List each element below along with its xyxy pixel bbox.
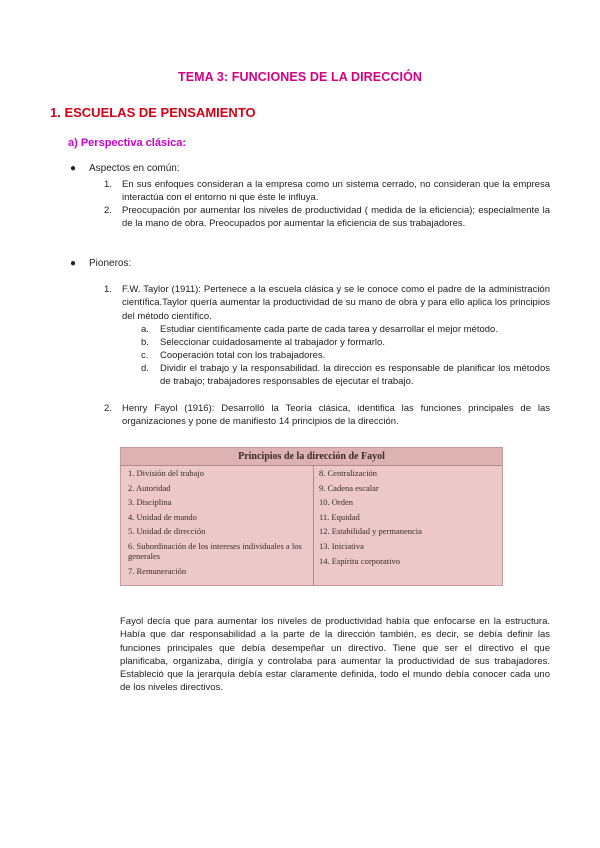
table-cell: 13. Iniciativa [319,540,364,551]
table-cell: 1. División del trabajo [128,468,205,478]
bullet-label-pioneros: Pioneros: [89,258,132,269]
table-column-divider [313,465,314,585]
table-cell: 4. Unidad de mando [128,511,197,522]
page-title: TEMA 3: FUNCIONES DE LA DIRECCIÓN [177,70,423,84]
sub-item-text: Dividir el trabajo y la responsabilidad. la dirección es responsable de planificar los métodos de trabajo; trabajadores responsables de ejecutar el trabajo. [160,363,550,388]
list-number: 1. [104,284,112,295]
table-cell: 11. Equidad [319,511,360,522]
table-column-left [128,468,310,581]
table-cell: 6. Subordinación de los intereses individuales a los generales [128,540,302,562]
list-number: 2. [104,205,112,216]
list-text: Preocupación por aumentar los niveles de productividad ( medida de la eficiencia); especialmente la de la mano de obra. Preocupados por aumentar la eficiencia de sus trabajadores. [122,205,550,230]
table-cell: 12. Estabilidad y permanencia [319,526,422,537]
sub-item-text: Cooperación total con los trabajadores. [160,350,326,361]
sub-item-letter: c. [141,350,149,361]
list-text: En sus enfoques consideran a la empresa como un sistema cerrado, no consideran que la empresa interactúa con el entorno ni que éste le influya. [122,179,550,204]
closing-paragraph: Fayol decía que para aumentar los niveles de productividad había que enfocarse en la estructura. Había que dar responsabilidad a la parte de la dirección también, es decir, se debía definir las funciones principales que debía desempeñar un directivo. Tiene que ser el directivo el que planificaba, organizaba, dirigía y controlaba para aumentar la productividad de sus trabajadores. Estableció que la jerarquía debía estar claramente definida, todo el mundo debía conocer cada uno de los niveles directivos. [120,616,550,694]
list-number: 2. [104,403,112,414]
sub-item-letter: d. [141,363,149,374]
bullet-dot: ● [70,163,77,174]
table-cell: 7. Remuneración [128,565,187,576]
table-cell: 8. Centralización [319,468,378,478]
subsection-title: a) Perspectiva clásica: [68,137,187,149]
sub-item-letter: b. [141,337,149,348]
sub-item-text: Seleccionar cuidadosamente al trabajador y formarlo. [160,337,385,348]
table-cell: 2. Autoridad [128,482,171,493]
bullet-dot: ● [70,258,77,269]
table-header: Principios de la dirección de Fayol [121,448,502,466]
table-cell: 5. Unidad de dirección [128,526,206,537]
table-cell: 10. Orden [319,497,353,508]
list-text: Henry Fayol (1916): Desarrolló la Teoría clásica, identifica las funciones principales de las organizaciones y pone de manifiesto 14 principios de la dirección. [122,403,550,428]
section-title: 1. ESCUELAS DE PENSAMIENTO [50,105,256,120]
list-number: 1. [104,179,112,190]
fayol-principles-table [120,447,503,586]
sub-item-letter: a. [141,324,149,335]
bullet-label-aspectos: Aspectos en común: [89,163,180,174]
table-cell: 3. Disciplina [128,497,172,508]
list-text: F.W. Taylor (1911): Pertenece a la escuela clásica y se le conoce como el padre de la administración científica.Taylor quería aumentar la productividad de su mano de obra y para ello aplica los principios del método científico. [122,284,550,322]
table-cell: 9. Cadena escalar [319,482,379,493]
table-column-right [319,468,499,570]
table-cell: 14. Espíritu corporativo [319,555,400,566]
sub-item-text: Estudiar científicamente cada parte de cada tarea y desarrollar el mejor método. [160,324,498,335]
